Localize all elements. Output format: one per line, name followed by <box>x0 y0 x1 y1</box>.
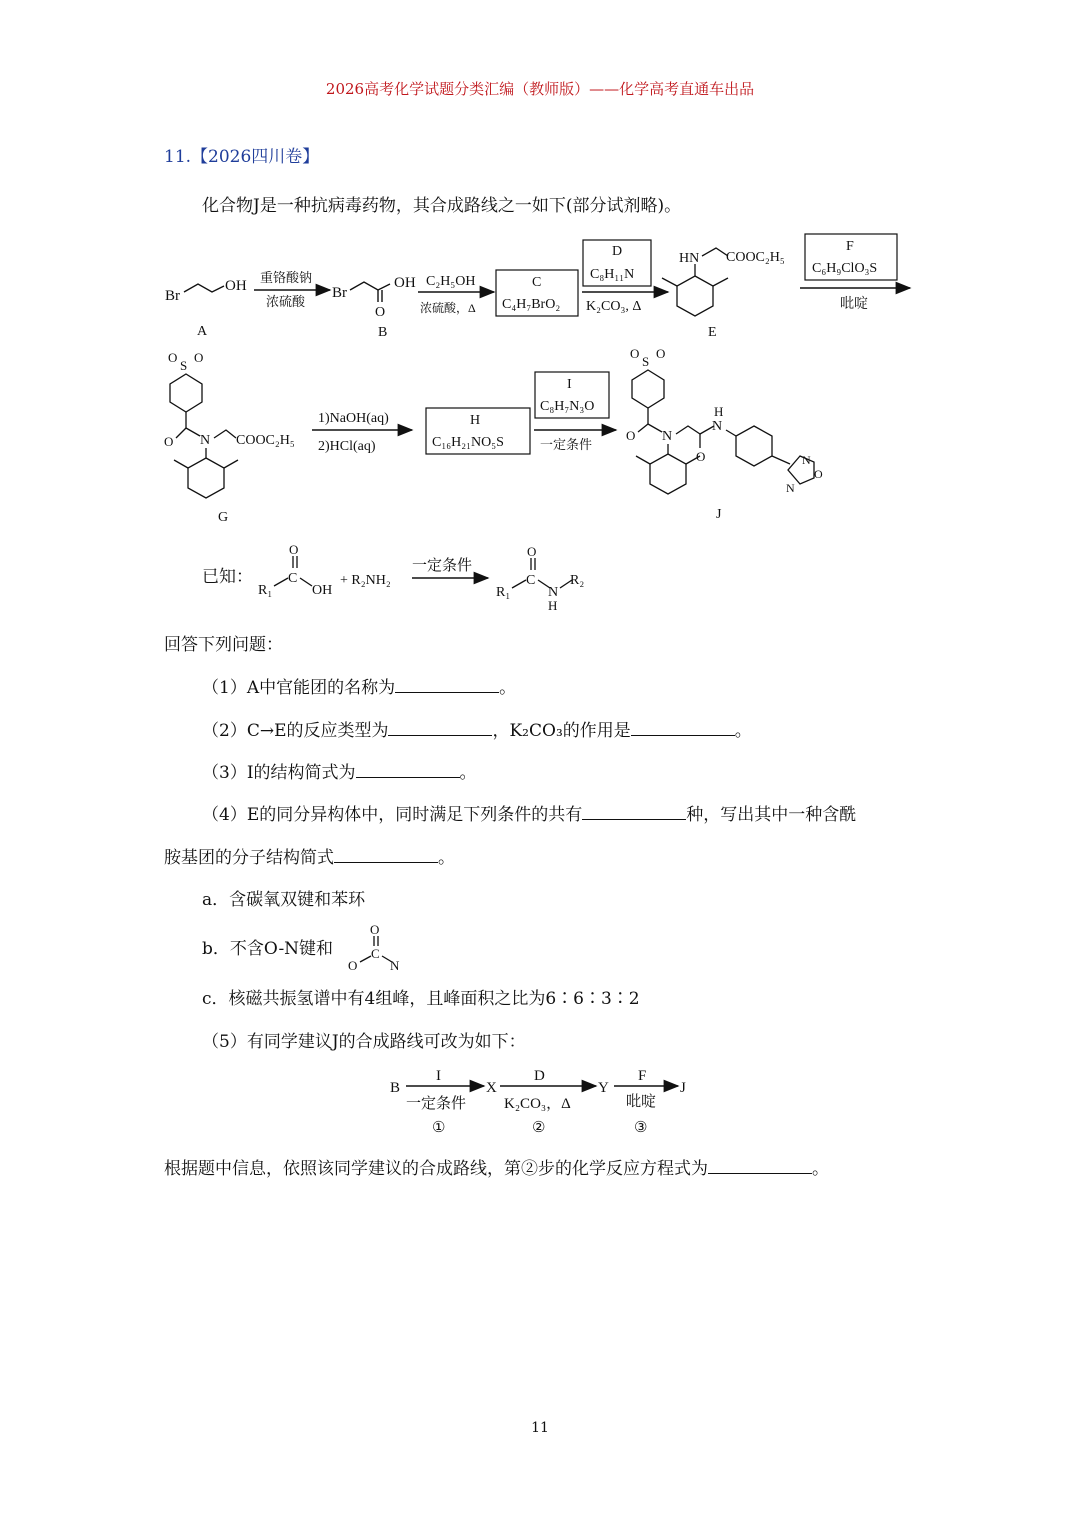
carbamate-group-structure <box>346 918 410 974</box>
q4-blank-b[interactable] <box>334 846 438 863</box>
svg-text:O: O <box>370 922 380 937</box>
svg-text:N: N <box>390 958 400 973</box>
svg-text:OH: OH <box>394 275 416 291</box>
svg-text:Br: Br <box>332 285 347 301</box>
compound-a <box>165 278 247 339</box>
question-intro: 化合物J是一种抗病毒药物，其合成路线之一如下(部分试剂略)。 <box>202 196 682 216</box>
svg-text:O: O <box>375 305 386 320</box>
alternative-route <box>380 1062 700 1142</box>
svg-text:O: O <box>194 350 204 365</box>
q2-text-a: （2）C→E的反应类型为 <box>202 721 389 741</box>
q4-text-c: 胺基团的分子结构简式 <box>164 848 334 868</box>
formula-h: C₁₆H₂₁NO₅S <box>432 435 504 450</box>
svg-text:OH: OH <box>312 583 333 598</box>
route-step1-number: ① <box>432 1120 446 1136</box>
question-4-cont: 胺基团的分子结构简式 。 <box>164 848 455 868</box>
step4-condition: 吡啶 <box>840 297 868 312</box>
svg-text:COOC₂H₅: COOC₂H₅ <box>236 433 295 448</box>
q4-blank-a[interactable] <box>582 803 686 820</box>
svg-text:O: O <box>348 958 358 973</box>
step5-reagent-1: 1)NaOH(aq) <box>318 411 389 426</box>
formula-i: C₈H₇N₃O <box>540 399 595 414</box>
label-e: E <box>708 325 717 340</box>
known-reaction <box>200 540 620 615</box>
question-2: （2）C→E的反应类型为 ，K₂CO₃的作用是 。 <box>202 721 752 741</box>
formula-d: C₈H₁₁N <box>590 267 635 282</box>
svg-text:H: H <box>548 598 558 613</box>
final-text: 根据题中信息，依照该同学建议的合成路线，第②步的化学反应方程式为 <box>164 1159 708 1179</box>
known-amine: + R₂NH₂ <box>340 573 391 588</box>
svg-text:O: O <box>527 544 537 559</box>
q2-blank-b[interactable] <box>631 719 735 736</box>
label-f: F <box>846 239 854 254</box>
condition-b <box>202 934 333 959</box>
route-step2-number: ② <box>532 1120 546 1136</box>
step3-condition: K₂CO₃, Δ <box>586 299 642 314</box>
final-blank[interactable] <box>708 1157 812 1174</box>
svg-text:N: N <box>548 585 559 600</box>
compound-e <box>662 248 785 340</box>
label-b: B <box>378 325 388 340</box>
svg-text:S: S <box>642 354 650 369</box>
question-3: （3）I的结构简式为 。 <box>202 763 477 783</box>
condition-a: a．含碳氧双键和苯环 <box>202 890 366 910</box>
page-number: 11 <box>531 1420 549 1436</box>
q4-text-b: 种，写出其中一种含酰 <box>686 805 857 825</box>
route-j: J <box>680 1080 686 1096</box>
svg-text:R₂: R₂ <box>570 573 585 588</box>
answer-prompt: 回答下列问题： <box>164 635 283 655</box>
condition-c: c．核磁共振氢谱中有4组峰，且峰面积之比为6∶6∶3∶2 <box>202 989 640 1009</box>
step5-reagent-2: 2)HCl(aq) <box>318 439 376 454</box>
step1-acid: 浓硫酸 <box>266 294 306 309</box>
step2-condition: 浓硫酸，Δ <box>420 301 476 315</box>
step1-reagent: 重铬酸钠 <box>260 270 313 285</box>
formula-c: C₄H₇BrO₂ <box>502 297 561 312</box>
svg-text:O: O <box>164 434 174 449</box>
route-step2-reagent: D <box>534 1068 545 1084</box>
svg-text:C: C <box>288 571 298 586</box>
question-number: 11.【2026四川卷】 <box>164 147 320 167</box>
svg-text:C: C <box>371 946 380 961</box>
svg-text:O: O <box>696 449 706 464</box>
svg-text:R₁: R₁ <box>258 583 273 598</box>
svg-text:N: N <box>786 481 795 495</box>
svg-text:O: O <box>814 467 823 481</box>
svg-text:O: O <box>626 428 636 443</box>
svg-text:Br: Br <box>165 288 180 304</box>
q4-text-a: （4）E的同分异构体中，同时满足下列条件的共有 <box>202 805 583 825</box>
route-b: B <box>390 1080 401 1096</box>
step2-reagent: C₂H₅OH <box>426 274 476 289</box>
compound-b <box>332 275 416 340</box>
compound-j <box>626 346 823 522</box>
svg-text:N: N <box>200 433 211 448</box>
e-ester: COOC₂H₅ <box>726 250 785 265</box>
q3-text: （3）I的结构简式为 <box>202 763 356 783</box>
known-label: 已知： <box>202 567 253 586</box>
svg-text:C: C <box>526 573 536 588</box>
svg-text:OH: OH <box>225 278 247 294</box>
q1-text: （1）A中官能团的名称为 <box>202 678 396 698</box>
q2-text-b: ，K₂CO₃的作用是 <box>492 721 631 741</box>
final-question: 根据题中信息，依照该同学建议的合成路线，第②步的化学反应方程式为 。 <box>164 1159 829 1179</box>
formula-f: C₆H₉ClO₃S <box>812 261 878 276</box>
q1-blank[interactable] <box>395 676 499 693</box>
svg-text:N: N <box>802 453 811 467</box>
step6-condition: 一定条件 <box>540 437 593 452</box>
q2-blank-a[interactable] <box>388 719 492 736</box>
svg-text:O: O <box>168 350 178 365</box>
label-h: H <box>470 413 481 428</box>
synthesis-scheme <box>150 230 930 530</box>
label-d: D <box>612 244 623 259</box>
question-1: （1）A中官能团的名称为 。 <box>202 678 517 698</box>
e-hn: HN <box>679 251 700 266</box>
route-x: X <box>486 1080 497 1096</box>
route-step3-condition: 吡啶 <box>626 1094 657 1110</box>
page-header: 2026高考化学试题分类汇编（教师版）——化学高考直通车出品 <box>325 80 755 98</box>
svg-text:O: O <box>656 346 666 361</box>
known-condition: 一定条件 <box>412 558 473 574</box>
svg-text:S: S <box>180 358 188 373</box>
svg-text:O: O <box>289 542 299 557</box>
label-a: A <box>197 324 208 339</box>
label-g: G <box>218 510 229 525</box>
svg-text:O: O <box>630 346 640 361</box>
condition-b-text: b．不含O-N键和 <box>202 939 334 959</box>
route-step1-condition: 一定条件 <box>406 1096 467 1112</box>
route-step3-number: ③ <box>634 1120 648 1136</box>
label-c: C <box>532 275 542 290</box>
svg-text:H: H <box>714 404 724 419</box>
compound-g <box>164 350 295 525</box>
label-i: I <box>567 377 572 392</box>
svg-text:N: N <box>662 429 673 444</box>
svg-text:R₁: R₁ <box>496 585 511 600</box>
route-step2-condition: K₂CO₃，Δ <box>504 1096 571 1112</box>
question-5: （5）有同学建议J的合成路线可改为如下： <box>202 1032 526 1052</box>
q3-blank[interactable] <box>356 761 460 778</box>
route-step3-reagent: F <box>638 1068 647 1084</box>
label-j: J <box>716 507 722 522</box>
svg-text:N: N <box>712 419 723 434</box>
route-y: Y <box>598 1080 609 1096</box>
route-step1-reagent: I <box>436 1068 441 1084</box>
question-4 <box>202 800 856 825</box>
